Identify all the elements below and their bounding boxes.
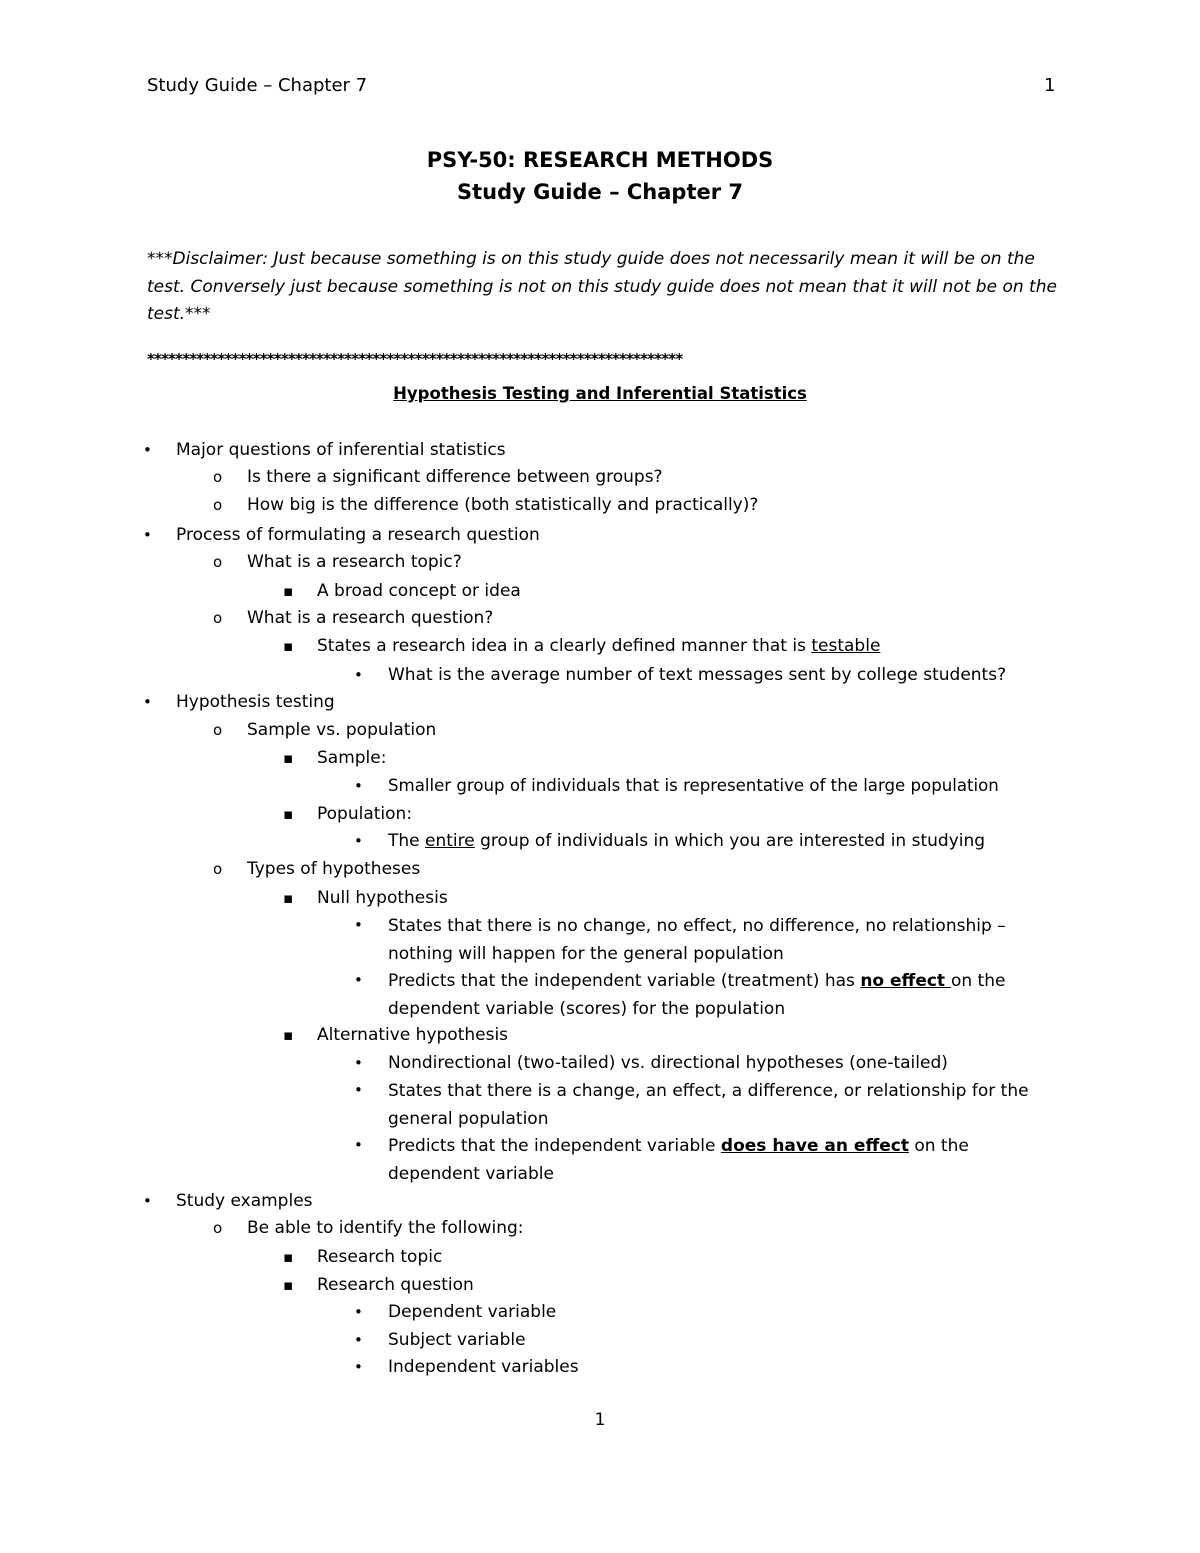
running-header-page-number: 1 (1044, 75, 1056, 96)
item-text: on the dependent variable (388, 1136, 969, 1184)
list-item: Hypothesis testing (176, 692, 335, 712)
item-text: The (388, 831, 426, 851)
list-item: A broad concept or idea (317, 581, 521, 601)
list-item: How big is the difference (both statistically and practically)? (247, 495, 759, 515)
list-item (388, 1133, 1058, 1188)
bullet-icon: • (354, 1136, 363, 1154)
circle-bullet-icon: o (213, 553, 223, 571)
list-item: What is a research question? (247, 608, 494, 628)
bullet-icon: • (354, 1303, 363, 1321)
list-item: States that there is a change, an effect, a difference, or relationship for the general population (388, 1081, 1029, 1129)
list-item: What is a research topic? (247, 552, 462, 572)
list-item: Nondirectional (two-tailed) vs. directional hypotheses (one-tailed) (388, 1053, 948, 1073)
item-text: group of individuals in which you are interested in studying (474, 831, 986, 851)
list-item (388, 829, 985, 853)
list-item: Major questions of inferential statistics (176, 440, 506, 460)
list-item: Alternative hypothesis (317, 1025, 509, 1045)
list-item: Study examples (176, 1191, 313, 1211)
bullet-icon: • (354, 832, 363, 850)
list-item: Sample: (317, 748, 387, 768)
bullet-icon: • (354, 916, 363, 934)
bullet-icon: • (354, 777, 363, 795)
square-bullet-icon: ▪ (283, 637, 294, 655)
square-bullet-icon: ▪ (283, 582, 294, 600)
bullet-icon: • (354, 1331, 363, 1349)
square-bullet-icon: ▪ (283, 805, 294, 823)
page-footer-number: 1 (594, 1410, 606, 1430)
circle-bullet-icon: o (213, 1219, 223, 1237)
list-item: Research question (317, 1275, 474, 1295)
emphasized-term: no effect (860, 971, 951, 991)
list-item: Population: (317, 804, 413, 824)
square-bullet-icon: ▪ (283, 1276, 294, 1294)
bullet-icon: • (143, 441, 152, 459)
list-item: States that there is no change, no effect, no difference, no relationship – nothing will happen for the general population (388, 916, 1006, 964)
bullet-icon: • (354, 1081, 363, 1099)
document-title: PSY-50: RESEARCH METHODS (426, 148, 774, 172)
bullet-icon: • (354, 971, 363, 989)
bullet-icon: • (143, 526, 152, 544)
list-item: Independent variables (388, 1357, 579, 1377)
list-item (317, 634, 880, 658)
square-bullet-icon: ▪ (283, 1026, 294, 1044)
circle-bullet-icon: o (213, 496, 223, 514)
item-text: States a research idea in a clearly defined manner that is (317, 636, 812, 656)
circle-bullet-icon: o (213, 468, 223, 486)
bullet-icon: • (354, 1358, 363, 1376)
section-heading: Hypothesis Testing and Inferential Statistics (393, 384, 807, 403)
underlined-term: testable (811, 636, 881, 656)
emphasized-term: does have an effect (720, 1136, 909, 1156)
bullet-icon: • (143, 1192, 152, 1210)
list-item: Dependent variable (388, 1302, 557, 1322)
square-bullet-icon: ▪ (283, 889, 294, 907)
list-item: Be able to identify the following: (247, 1218, 524, 1238)
list-item: Is there a significant difference between groups? (247, 467, 663, 487)
document-subtitle: Study Guide – Chapter 7 (456, 180, 744, 204)
separator-line: **************************************************************************** (147, 350, 683, 368)
circle-bullet-icon: o (213, 721, 223, 739)
bullet-icon: • (143, 693, 152, 711)
circle-bullet-icon: o (213, 609, 223, 627)
list-item: Research topic (317, 1247, 443, 1267)
square-bullet-icon: ▪ (283, 749, 294, 767)
list-item: Smaller group of individuals that is representative of the large population (388, 776, 999, 795)
list-item (388, 968, 1058, 1023)
list-item: Subject variable (388, 1330, 526, 1350)
list-item: Sample vs. population (247, 720, 437, 740)
bullet-icon: • (354, 1054, 363, 1072)
square-bullet-icon: ▪ (283, 1248, 294, 1266)
underlined-term: entire (425, 831, 475, 851)
running-header-title: Study Guide – Chapter 7 (147, 75, 368, 96)
bullet-icon: • (354, 666, 363, 684)
circle-bullet-icon: o (213, 860, 223, 878)
disclaimer: ***Disclaimer: Just because something is on this study guide does not necessarily mean it will be on the test. Conversely just because something is not on this study guide does not mean that it will not be on the test.*** (147, 249, 1057, 324)
item-text: on the dependent variable (scores) for the population (388, 971, 1006, 1019)
item-text: Predicts that the independent variable (treatment) has (388, 971, 861, 991)
item-text: Predicts that the independent variable (388, 1136, 721, 1156)
list-item: Types of hypotheses (247, 859, 421, 879)
list-item: Process of formulating a research question (176, 525, 540, 545)
list-item: What is the average number of text messages sent by college students? (388, 665, 1007, 685)
list-item: Null hypothesis (317, 888, 448, 908)
